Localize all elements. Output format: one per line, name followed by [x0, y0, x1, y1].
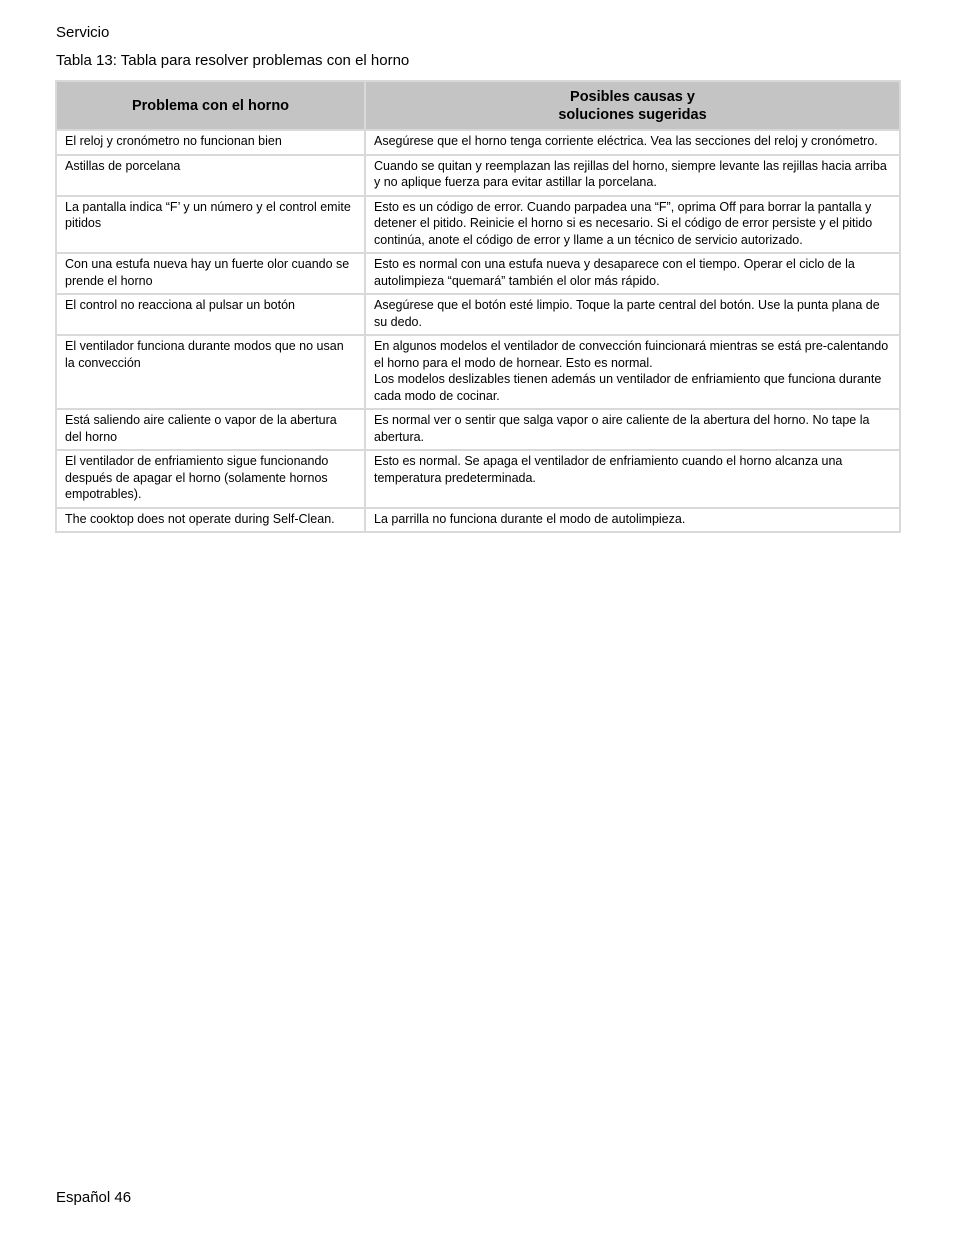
table-row: [56, 335, 900, 409]
solution-cell: Esto es un código de error. Cuando parpadea una “F”, oprima Off para borrar la pantalla y detener el pitido. Reinicie el horno si es necesario. Si el código de error persiste y el pitido continúa, anote el código de error y llame a un técnico de servicio autorizado.: [365, 196, 900, 254]
problem-cell: El control no reacciona al pulsar un botón: [56, 294, 365, 335]
solution-paragraph: Los modelos deslizables tienen además un ventilador de enfriamiento que funciona durante cada modo de cocinar.: [374, 372, 882, 403]
table-row: [56, 409, 900, 450]
table-row: [56, 508, 900, 533]
solution-cell: Esto es normal. Se apaga el ventilador de enfriamiento cuando el horno alcanza una temperatura predeterminada.: [365, 450, 900, 508]
table-row: [56, 253, 900, 294]
table-row: [56, 155, 900, 196]
page-footer: Español 46: [56, 1189, 132, 1206]
solution-cell: La parrilla no funciona durante el modo de autolimpieza.: [365, 508, 900, 533]
table-row: [56, 450, 900, 508]
problem-cell: La pantalla indica “F’ y un número y el control emite pitidos: [56, 196, 365, 254]
solution-cell: Asegúrese que el botón esté limpio. Toque la parte central del botón. Use la punta plana de su dedo.: [365, 294, 900, 335]
table-row: [56, 130, 900, 155]
problem-cell: Con una estufa nueva hay un fuerte olor cuando se prende el horno: [56, 253, 365, 294]
solution-paragraph: En algunos modelos el ventilador de convección fuincionará mientras se está pre-calentando el horno para el modo de hornear. Esto es normal.: [374, 339, 889, 370]
problem-cell: El reloj y cronómetro no funcionan bien: [56, 130, 365, 155]
header-causes-line1: Posibles causas y: [570, 89, 695, 105]
header-causes-line2: soluciones sugeridas: [558, 107, 707, 123]
troubleshooting-table-container: [55, 80, 899, 533]
solution-cell: Asegúrese que el horno tenga corriente eléctrica. Vea las secciones del reloj y cronómetro.: [365, 130, 900, 155]
solution-cell: Cuando se quitan y reemplazan las rejillas del horno, siempre levante las rejillas hacia arriba y no aplique fuerza para evitar astillar la porcelana.: [365, 155, 900, 196]
table-row: [56, 196, 900, 254]
problem-cell: The cooktop does not operate during Self-Clean.: [56, 508, 365, 533]
problem-cell: Astillas de porcelana: [56, 155, 365, 196]
header-causes: [365, 81, 900, 130]
problem-cell: Está saliendo aire caliente o vapor de la abertura del horno: [56, 409, 365, 450]
solution-cell: [365, 335, 900, 409]
header-problem: Problema con el horno: [56, 81, 365, 130]
section-title: Servicio: [56, 24, 110, 41]
troubleshooting-table: [55, 80, 901, 533]
solution-cell: Esto es normal con una estufa nueva y desaparece con el tiempo. Operar el ciclo de la autolimpieza “quemará” también el olor más rápido.: [365, 253, 900, 294]
table-row: [56, 294, 900, 335]
problem-cell: El ventilador de enfriamiento sigue funcionando después de apagar el horno (solamente hornos empotrables).: [56, 450, 365, 508]
solution-cell: Es normal ver o sentir que salga vapor o aire caliente de la abertura del horno. No tape la abertura.: [365, 409, 900, 450]
problem-cell: El ventilador funciona durante modos que no usan la convección: [56, 335, 365, 409]
table-header-row: [56, 81, 900, 130]
table-caption: Tabla 13: Tabla para resolver problemas con el horno: [56, 52, 410, 69]
